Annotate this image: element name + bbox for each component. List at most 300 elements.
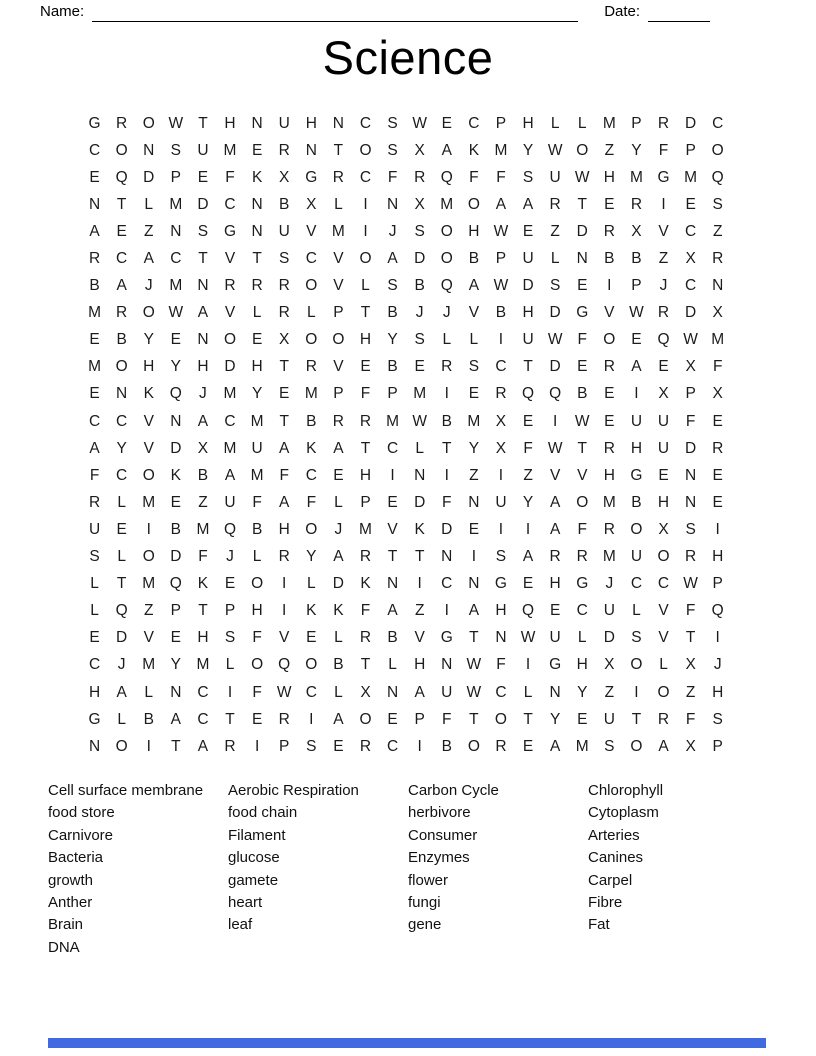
grid-cell: N [305,141,317,159]
grid-cell: G [305,168,318,186]
grid-cell: E [116,222,127,240]
grid-cell: F [387,168,398,186]
word-item: DNA [48,938,80,956]
grid-cell: P [712,737,723,755]
grid-cell: M [223,141,237,159]
grid-cell: L [306,304,316,322]
grid-cell: L [442,331,452,349]
grid-cell: T [577,439,587,457]
word-item: gamete [228,871,279,889]
grid-cell: X [604,656,615,674]
grid-cell: N [170,222,182,240]
grid-cell: M [196,656,210,674]
grid-cell: H [603,168,615,186]
grid-cell: N [495,629,507,647]
grid-cell: V [224,250,236,268]
footer-bar [48,1038,766,1048]
grid-cell: D [549,304,561,322]
grid-cell: L [577,629,587,647]
grid-cell: T [523,358,533,376]
grid-cell: G [223,222,237,240]
grid-cell: R [88,250,101,268]
name-label: Name: [40,3,85,20]
grid-cell: N [143,141,155,159]
grid-cell: R [359,412,372,430]
grid-cell: O [603,331,616,349]
grid-cell: D [116,629,128,647]
grid-cell: R [657,710,670,728]
grid-cell: T [360,304,371,322]
grid-cell: L [334,195,343,213]
grid-cell: L [523,683,533,701]
grid-cell: E [279,385,290,403]
grid-cell: F [252,683,262,701]
grid-cell: Y [522,141,534,159]
grid-cell: M [223,385,237,403]
word-item: Carnivore [48,826,114,844]
grid-cell: L [550,114,560,132]
grid-cell: L [334,629,343,647]
grid-cell: R [685,548,697,566]
grid-cell: I [607,277,612,295]
grid-cell: H [251,602,263,620]
grid-cell: M [467,412,481,430]
grid-cell: L [90,602,99,620]
grid-cell: B [89,277,100,295]
grid-cell: I [417,575,422,593]
grid-cell: E [197,168,209,186]
grid-cell: R [116,304,128,322]
grid-cell: B [414,277,425,295]
grid-cell: F [306,493,317,511]
grid-cell: V [604,304,615,322]
grid-cell: N [576,250,588,268]
grid-cell: I [146,737,151,755]
grid-cell: U [522,331,534,349]
grid-cell: E [116,520,127,538]
grid-cell: M [602,493,616,511]
grid-cell: B [387,304,398,322]
grid-cell: X [712,304,723,322]
grid-cell: B [577,385,588,403]
grid-cell: A [116,683,127,701]
grid-cell: W [520,629,536,647]
grid-cell: L [117,493,126,511]
word-item: Fibre [588,894,623,912]
grid-cell: P [387,385,398,403]
grid-cell: V [279,629,290,647]
grid-cell: N [685,466,697,484]
grid-cell: J [226,548,234,566]
grid-cell: C [495,358,507,376]
grid-cell: O [142,466,155,484]
grid-cell: Y [631,141,642,159]
grid-cell: E [522,737,534,755]
grid-cell: S [224,629,236,647]
grid-cell: W [574,412,590,430]
grid-cell: A [522,195,534,213]
word-item: glucose [228,849,280,867]
grid-cell: I [525,656,531,674]
grid-cell: Z [550,222,560,240]
grid-cell: D [685,114,697,132]
grid-cell: O [115,358,128,376]
grid-cell: E [170,629,181,647]
grid-cell: F [496,656,506,674]
grid-cell: U [197,141,209,159]
grid-cell: E [712,493,723,511]
grid-cell: Q [278,656,291,674]
grid-cell: E [549,602,561,620]
grid-cell: V [143,629,154,647]
grid-cell: I [282,602,287,620]
grid-cell: Q [711,602,724,620]
grid-cell: H [197,358,209,376]
grid-cell: K [170,466,181,484]
grid-cell: X [685,737,696,755]
word-bank [0,780,816,960]
grid-cell: T [387,548,398,566]
grid-cell: E [522,222,534,240]
grid-cell: W [547,331,563,349]
grid-cell: M [413,385,427,403]
grid-cell: S [495,548,507,566]
grid-cell: T [225,710,235,728]
grid-cell: L [361,277,370,295]
grid-cell: C [386,737,399,755]
grid-cell: N [468,575,480,593]
grid-cell: U [88,520,101,538]
grid-cell: F [442,493,452,511]
grid-cell: T [469,710,479,728]
grid-cell: E [89,385,100,403]
grid-cell: M [250,412,264,430]
grid-cell: O [576,493,589,511]
grid-cell: R [603,520,615,538]
word-item: Arteries [588,826,640,844]
grid-cell: X [685,358,696,376]
grid-cell: P [360,493,371,511]
grid-cell: J [605,575,614,593]
grid-cell: T [360,656,371,674]
grid-cell: A [387,602,398,620]
grid-cell: S [170,141,181,159]
grid-cell: O [467,195,480,213]
grid-cell: X [306,195,317,213]
grid-cell: J [442,304,451,322]
grid-cell: X [495,439,507,457]
grid-cell: N [441,656,453,674]
word-column-3 [408,780,499,937]
grid-cell: C [712,114,724,132]
grid-cell: W [574,168,590,186]
grid-cell: B [441,737,452,755]
grid-cell: D [332,575,344,593]
grid-cell: O [305,520,318,538]
grid-cell: S [712,710,723,728]
word-item: food chain [228,804,298,822]
grid-cell: R [278,304,290,322]
grid-cell: C [197,683,209,701]
grid-cell: C [116,412,128,430]
grid-cell: S [604,737,615,755]
grid-cell: C [88,656,101,674]
grid-cell: K [468,141,480,159]
grid-cell: G [88,710,101,728]
grid-cell: N [386,575,399,593]
word-item: Bacteria [48,849,104,867]
grid-cell: L [577,114,587,132]
grid-cell: C [88,412,101,430]
grid-cell: R [116,114,128,132]
grid-cell: J [388,222,397,240]
grid-cell: Q [522,602,535,620]
grid-cell: I [363,222,368,240]
grid-cell: W [466,656,482,674]
grid-cell: Q [115,602,128,620]
grid-cell: N [685,493,697,511]
grid-cell: F [685,710,696,728]
grid-cell: M [304,385,318,403]
grid-cell: F [496,168,506,186]
grid-cell: H [88,683,101,701]
grid-cell: M [711,331,725,349]
grid-cell: V [658,602,669,620]
grid-cell: V [468,304,480,322]
grid-cell: H [359,331,372,349]
grid-cell: M [359,520,372,538]
grid-cell: V [658,629,669,647]
grid-cell: E [387,710,398,728]
grid-cell: X [712,385,723,403]
grid-cell: Q [223,520,237,538]
grid-cell: F [360,385,371,403]
grid-cell: B [441,412,452,430]
grid-cell: Q [522,385,535,403]
grid-cell: A [89,222,100,240]
grid-cell: X [414,195,425,213]
grid-cell: N [170,683,182,701]
grid-cell: E [685,195,696,213]
grid-cell: Z [144,222,154,240]
word-item: Fat [588,916,610,934]
name-field-blank[interactable] [92,5,578,22]
grid-cell: M [575,737,589,755]
grid-cell: W [168,114,184,132]
grid-cell: L [550,250,560,268]
grid-cell: U [251,439,263,457]
grid-cell: L [144,683,154,701]
grid-cell: D [170,439,182,457]
grid-cell: A [197,737,209,755]
grid-cell: A [170,710,181,728]
grid-cell: S [549,277,561,295]
grid-cell: I [715,520,720,538]
word-item: Cytoplasm [588,804,659,822]
grid-cell: W [547,141,563,159]
grid-cell: F [658,141,669,159]
date-field-blank[interactable] [648,5,710,22]
word-column-2 [228,780,359,937]
grid-cell: Q [169,575,182,593]
grid-cell: M [684,168,698,186]
grid-cell: J [713,656,722,674]
worksheet-header [40,2,776,22]
grid-cell: O [494,710,507,728]
grid-cell: N [88,737,101,755]
grid-cell: H [630,439,643,457]
grid-cell: N [197,277,209,295]
grid-cell: Z [604,683,615,701]
grid-cell: R [88,493,101,511]
grid-cell: W [683,575,698,593]
grid-cell: A [658,737,669,755]
grid-cell: L [334,683,343,701]
grid-cell: G [576,575,589,593]
grid-cell: T [116,195,127,213]
grid-cell: R [278,710,290,728]
word-column-4 [588,780,663,937]
grid-cell: L [144,195,154,213]
grid-cell: M [602,114,616,132]
grid-cell: T [252,250,262,268]
grid-cell: R [657,114,670,132]
grid-cell: A [333,710,344,728]
grid-cell: Z [523,466,533,484]
grid-cell: A [116,277,127,295]
grid-cell: A [197,304,209,322]
grid-cell: S [685,520,696,538]
grid-cell: I [661,195,666,213]
grid-cell: W [412,114,427,132]
grid-cell: K [414,520,425,538]
grid-cell: D [603,629,615,647]
grid-cell: P [495,114,507,132]
grid-cell: U [549,629,561,647]
grid-cell: H [305,114,317,132]
grid-cell: T [577,195,587,213]
grid-cell: D [414,493,426,511]
grid-cell: S [414,222,425,240]
grid-cell: A [631,358,642,376]
grid-cell: O [657,683,670,701]
grid-cell: M [142,575,156,593]
grid-cell: S [414,331,425,349]
grid-cell: X [360,683,371,701]
grid-cell: A [333,439,344,457]
grid-cell: S [468,358,480,376]
grid-cell: R [332,168,344,186]
grid-cell: M [88,304,101,322]
grid-cell: O [711,141,724,159]
grid-cell: R [278,141,290,159]
word-item: Chlorophyll [588,782,664,799]
word-item: Canines [588,849,644,867]
grid-cell: P [224,602,236,620]
grid-cell: B [387,358,398,376]
grid-cell: O [305,656,318,674]
grid-cell: U [495,493,507,511]
grid-cell: M [331,222,345,240]
word-item: flower [408,871,449,889]
grid-cell: X [658,520,669,538]
grid-cell: F [89,466,100,484]
grid-cell: M [494,141,508,159]
grid-cell: G [576,304,589,322]
grid-cell: E [387,493,398,511]
grid-cell: E [89,629,100,647]
grid-cell: I [390,466,395,484]
word-item: Consumer [408,826,478,844]
grid-cell: S [522,168,534,186]
grid-cell: M [196,520,210,538]
grid-cell: I [552,412,558,430]
grid-cell: J [199,385,207,403]
grid-cell: A [89,439,100,457]
grid-cell: X [685,250,696,268]
grid-cell: S [712,195,723,213]
grid-cell: R [278,277,290,295]
grid-cell: M [88,358,101,376]
grid-cell: O [115,737,128,755]
grid-cell: R [576,548,588,566]
grid-cell: R [630,195,643,213]
grid-cell: P [631,114,642,132]
grid-cell: P [685,141,696,159]
grid-cell: L [252,548,262,566]
grid-cell: I [254,737,260,755]
grid-cell: D [685,439,697,457]
grid-cell: P [495,250,507,268]
grid-cell: Z [414,602,425,620]
grid-cell: Y [387,331,398,349]
grid-cell: X [197,439,209,457]
grid-cell: C [386,439,399,457]
grid-cell: E [631,331,642,349]
grid-cell: L [306,575,316,593]
grid-cell: R [549,548,561,566]
grid-cell: F [279,466,289,484]
grid-cell: R [712,439,724,457]
grid-cell: Z [604,141,615,159]
grid-cell: R [495,385,507,403]
grid-cell: S [89,548,100,566]
grid-cell: E [658,358,669,376]
grid-cell: B [143,710,154,728]
grid-cell: V [143,439,154,457]
grid-cell: N [441,548,453,566]
grid-cell: B [631,250,642,268]
grid-cell: F [685,412,696,430]
grid-cell: G [440,629,453,647]
grid-cell: E [224,575,236,593]
grid-cell: R [332,412,344,430]
grid-cell: H [224,114,236,132]
grid-cell: V [549,466,561,484]
grid-cell: Q [549,385,562,403]
grid-cell: E [170,493,181,511]
grid-cell: V [658,222,669,240]
grid-cell: R [305,358,317,376]
word-item: fungi [408,894,441,912]
grid-cell: S [306,737,317,755]
grid-cell: Z [685,683,696,701]
grid-cell: A [333,548,344,566]
grid-cell: T [685,629,696,647]
grid-cell: V [577,466,588,484]
grid-cell: I [444,602,449,620]
grid-cell: R [251,277,263,295]
